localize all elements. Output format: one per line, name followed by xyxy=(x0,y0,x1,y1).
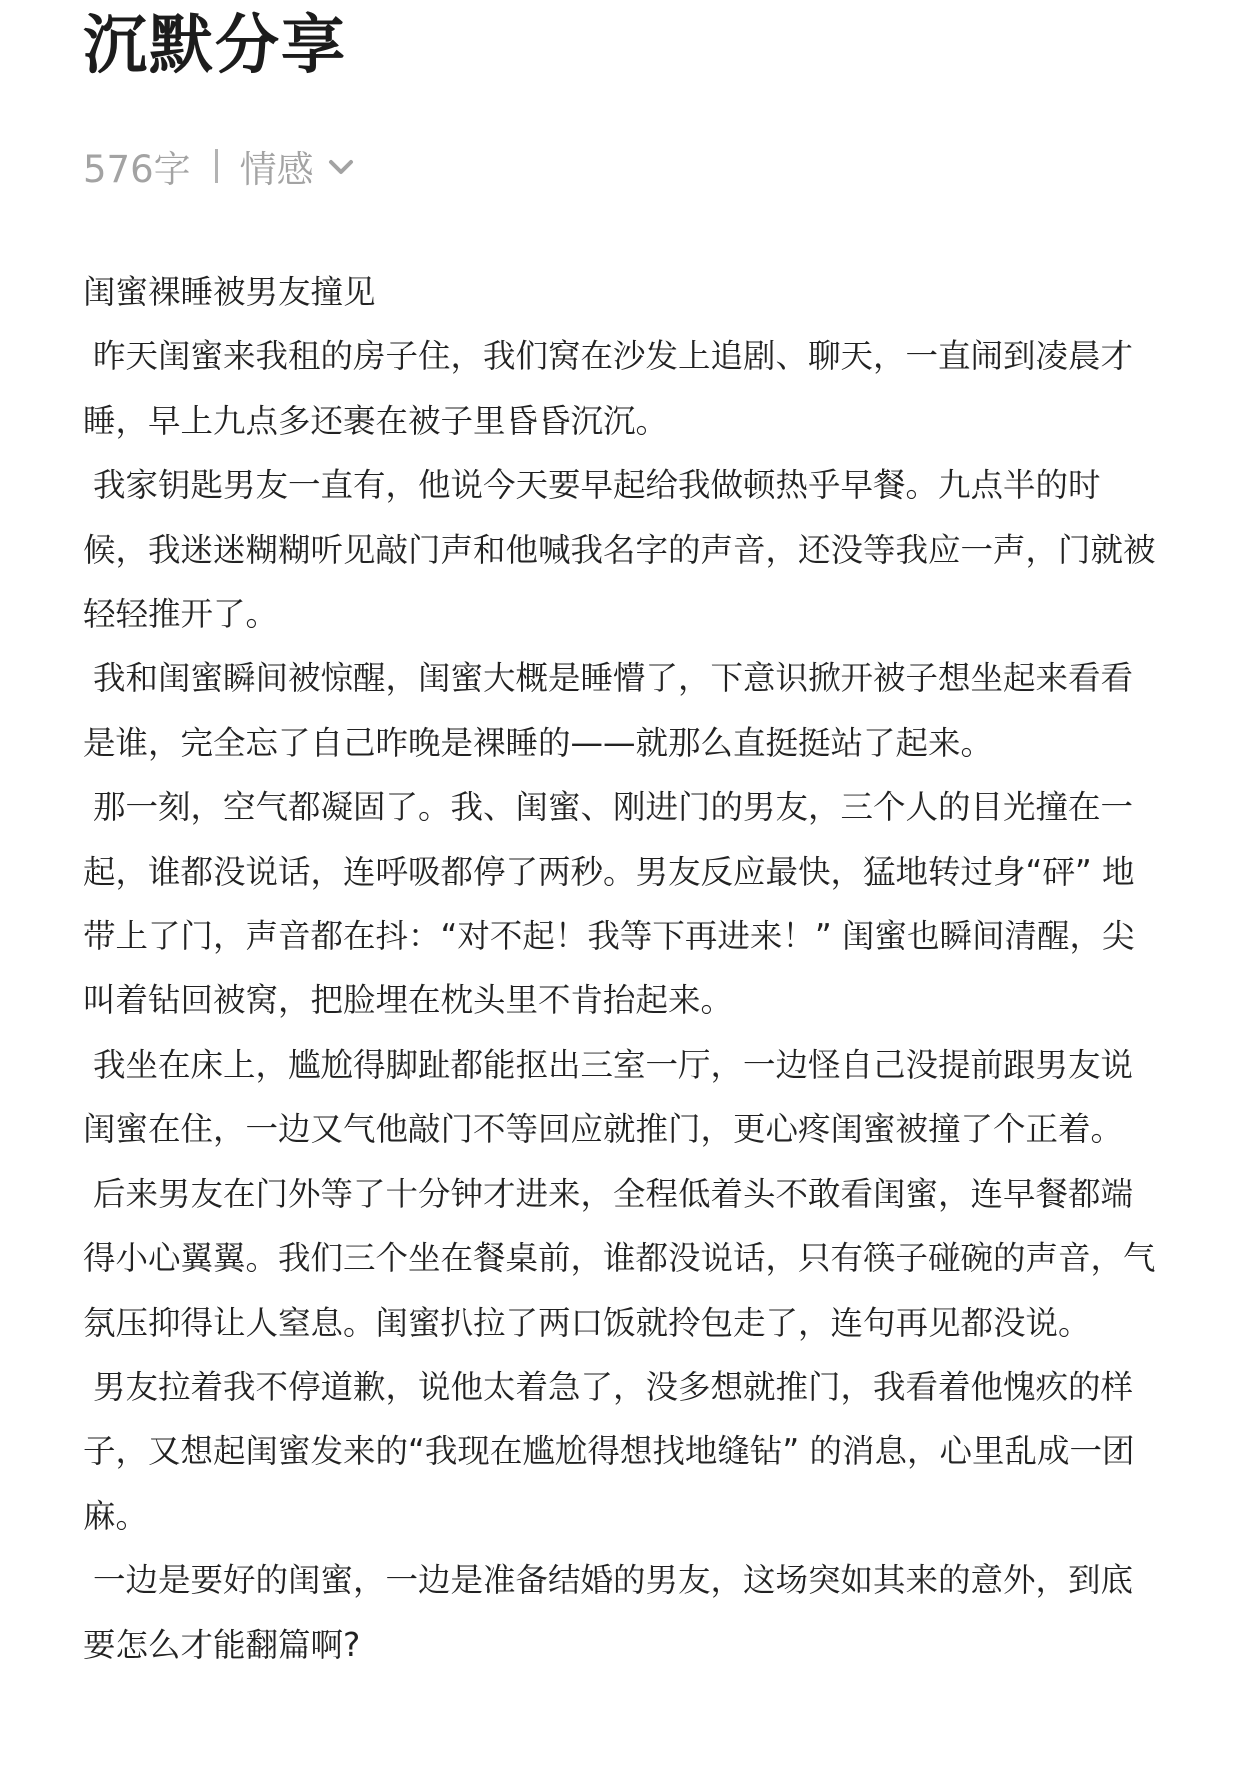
word-count: 576字 xyxy=(83,148,191,191)
category-label[interactable]: 情感 xyxy=(239,148,314,191)
paragraph: 我和闺蜜瞬间被惊醒，闺蜜大概是睡懵了，下意识掀开被子想坐起来看看是谁，完全忘了自己昨晚是裸睡的——就那么直挺挺站了起来。 xyxy=(83,659,1134,762)
article-title: 沉默分享 xyxy=(83,9,347,83)
paragraph: 昨天闺蜜来我租的房子住，我们窝在沙发上追剧、聊天，一直闹到凌晨才睡，早上九点多还裹在被子里昏昏沉沉。 xyxy=(83,337,1134,440)
meta-divider xyxy=(215,149,218,183)
article-content xyxy=(83,260,1163,1677)
paragraph: 我家钥匙男友一直有，他说今天要早起给我做顿热乎早餐。九点半的时候，我迷迷糊糊听见敲门声和他喊我名字的声音，还没等我应一声，门就被轻轻推开了。 xyxy=(83,466,1156,634)
paragraph: 男友拉着我不停道歉，说他太着急了，没多想就推门，我看着他愧疚的样子，又想起闺蜜发来的“我现在尴尬得想找地缝钻” 的消息，心里乱成一团麻。 xyxy=(83,1367,1135,1535)
paragraph: 一边是要好的闺蜜，一边是准备结婚的男友，这场突如其来的意外，到底要怎么才能翻篇啊? xyxy=(83,1561,1134,1664)
article-meta xyxy=(83,138,358,194)
chevron-down-icon[interactable] xyxy=(326,150,358,182)
paragraph: 我坐在床上，尴尬得脚趾都能抠出三室一厅，一边怪自己没提前跟男友说闺蜜在住，一边又气他敲门不等回应就推门，更心疼闺蜜被撞了个正着。 xyxy=(83,1045,1134,1149)
paragraph: 那一刻，空气都凝固了。我、闺蜜、刚进门的男友，三个人的目光撞在一起，谁都没说话，连呼吸都停了两秒。男友反应最快，猛地转过身“砰” 地带上了门，声音都在抖：“对不起！我等下再进来！” 闺蜜也瞬间清醒，尖叫着钻回被窝，把脸埋在枕头里不肯抬起来。 xyxy=(83,788,1135,1020)
article-heading: 闺蜜裸睡被男友撞见 xyxy=(83,273,376,311)
paragraph: 后来男友在门外等了十分钟才进来，全程低着头不敢看闺蜜，连早餐都端得小心翼翼。我们三个坐在餐桌前，谁都没说话，只有筷子碰碗的声音，气氛压抑得让人窒息。闺蜜扒拉了两口饭就拎包走了，连句再见都没说。 xyxy=(83,1174,1156,1342)
